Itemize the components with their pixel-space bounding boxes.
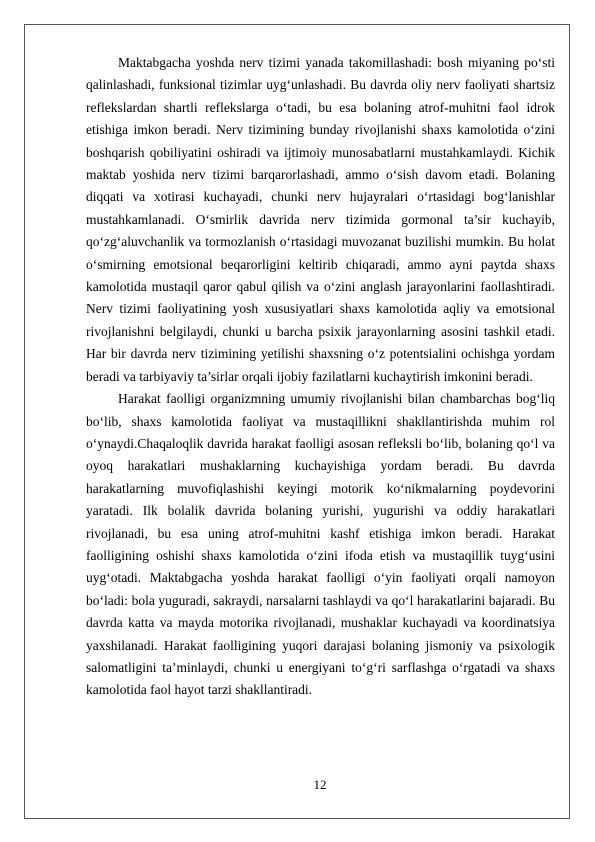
page-number: 12 bbox=[313, 777, 327, 792]
paragraph-motor-activity: Harakat faolligi organizmning umumiy rivojlanishi bilan chambarchas bog‘liq bo‘lib, shaxs kamolotida faoliyat va mustaqillikni shakllantirishda muhim rol o‘ynaydi.Chaqaloqlik davrida harakat faolligi asosan refleksli bo‘lib, bolaning qo‘l va oyoq harakatlari mushaklarning kuchayishiga yordam beradi. Bu davrda harakatlarning muvofiqlashishi keyingi motorik ko‘nikmalarning poydevorini yaratadi. Ilk bolalik davrida bolaning yurishi, yugurishi va oddiy harakatlari rivojlanadi, bu esa uning atrof-muhitni kashf etishiga imkon beradi. Harakat faolligining oshishi shaxs kamolotida o‘zini ifoda etish va mustaqillik tuyg‘usini uyg‘otadi. Maktabgacha yoshda harakat faolligi o‘yin faoliyati orqali namoyon bo‘ladi: bola yuguradi, sakraydi, narsalarni tashlaydi va qo‘l harakatlarini bajaradi. Bu davrda katta va mayda motorika rivojlanadi, mushaklar kuchayadi va koordinatsiya yaxshilanadi. Harakat faolligining yuqori darajasi bolaning jismoniy va psixologik salomatligini ta’minlaydi, chunki u energiyani to‘g‘ri sarflashga o‘rgatadi va shaxs kamolotida faol hayot tarzi shakllantiradi. bbox=[86, 391, 555, 698]
paragraph-nervous-system: Maktabgacha yoshda nerv tizimi yanada takomillashadi: bosh miyaning po‘sti qalinlashadi, funksional tizimlar uyg‘unlashadi. Bu davrda oliy nerv faoliyati shartsiz reflekslardan shartli reflekslarga o‘tadi, bu esa bolaning atrof-muhitni faol idrok etishiga imkon beradi. Nerv tizimining bunday rivojlanishi shaxs kamolotida o‘zini boshqarish qobiliyatini oshiradi va ijtimoiy munosabatlarni mustahkamlaydi. Kichik maktab yoshida nerv tizimi barqarorlashadi, ammo o‘sish davom etadi. Bolaning diqqati va xotirasi kuchayadi, chunki nerv hujayralari o‘rtasidagi bog‘lanishlar mustahkamlanadi. O‘smirlik davrida nerv tizimida gormonal ta’sir kuchayib, qo‘zg‘aluvchanlik va tormozlanish o‘rtasidagi muvozanat buzilishi mumkin. Bu holat o‘smirning emotsional beqarorligini keltirib chiqaradi, ammo ayni paytda shaxs kamolotida mustaqil qaror qabul qilish va o‘zini anglash jarayonlarini faollashtiradi. Nerv tizimi faoliyatining yosh xususiyatlari shaxs kamolotida aqliy va emotsional rivojlanishni belgilaydi, chunki u barcha psixik jarayonlarning asosini tashkil etadi. Har bir davrda nerv tizimining yetilishi shaxsning o‘z potentsialini ochishga yordam beradi va tarbiyaviy ta’sirlar orqali ijobiy fazilatlarni kuchaytirish imkonini beradi. bbox=[86, 55, 555, 384]
document-body bbox=[86, 52, 555, 702]
